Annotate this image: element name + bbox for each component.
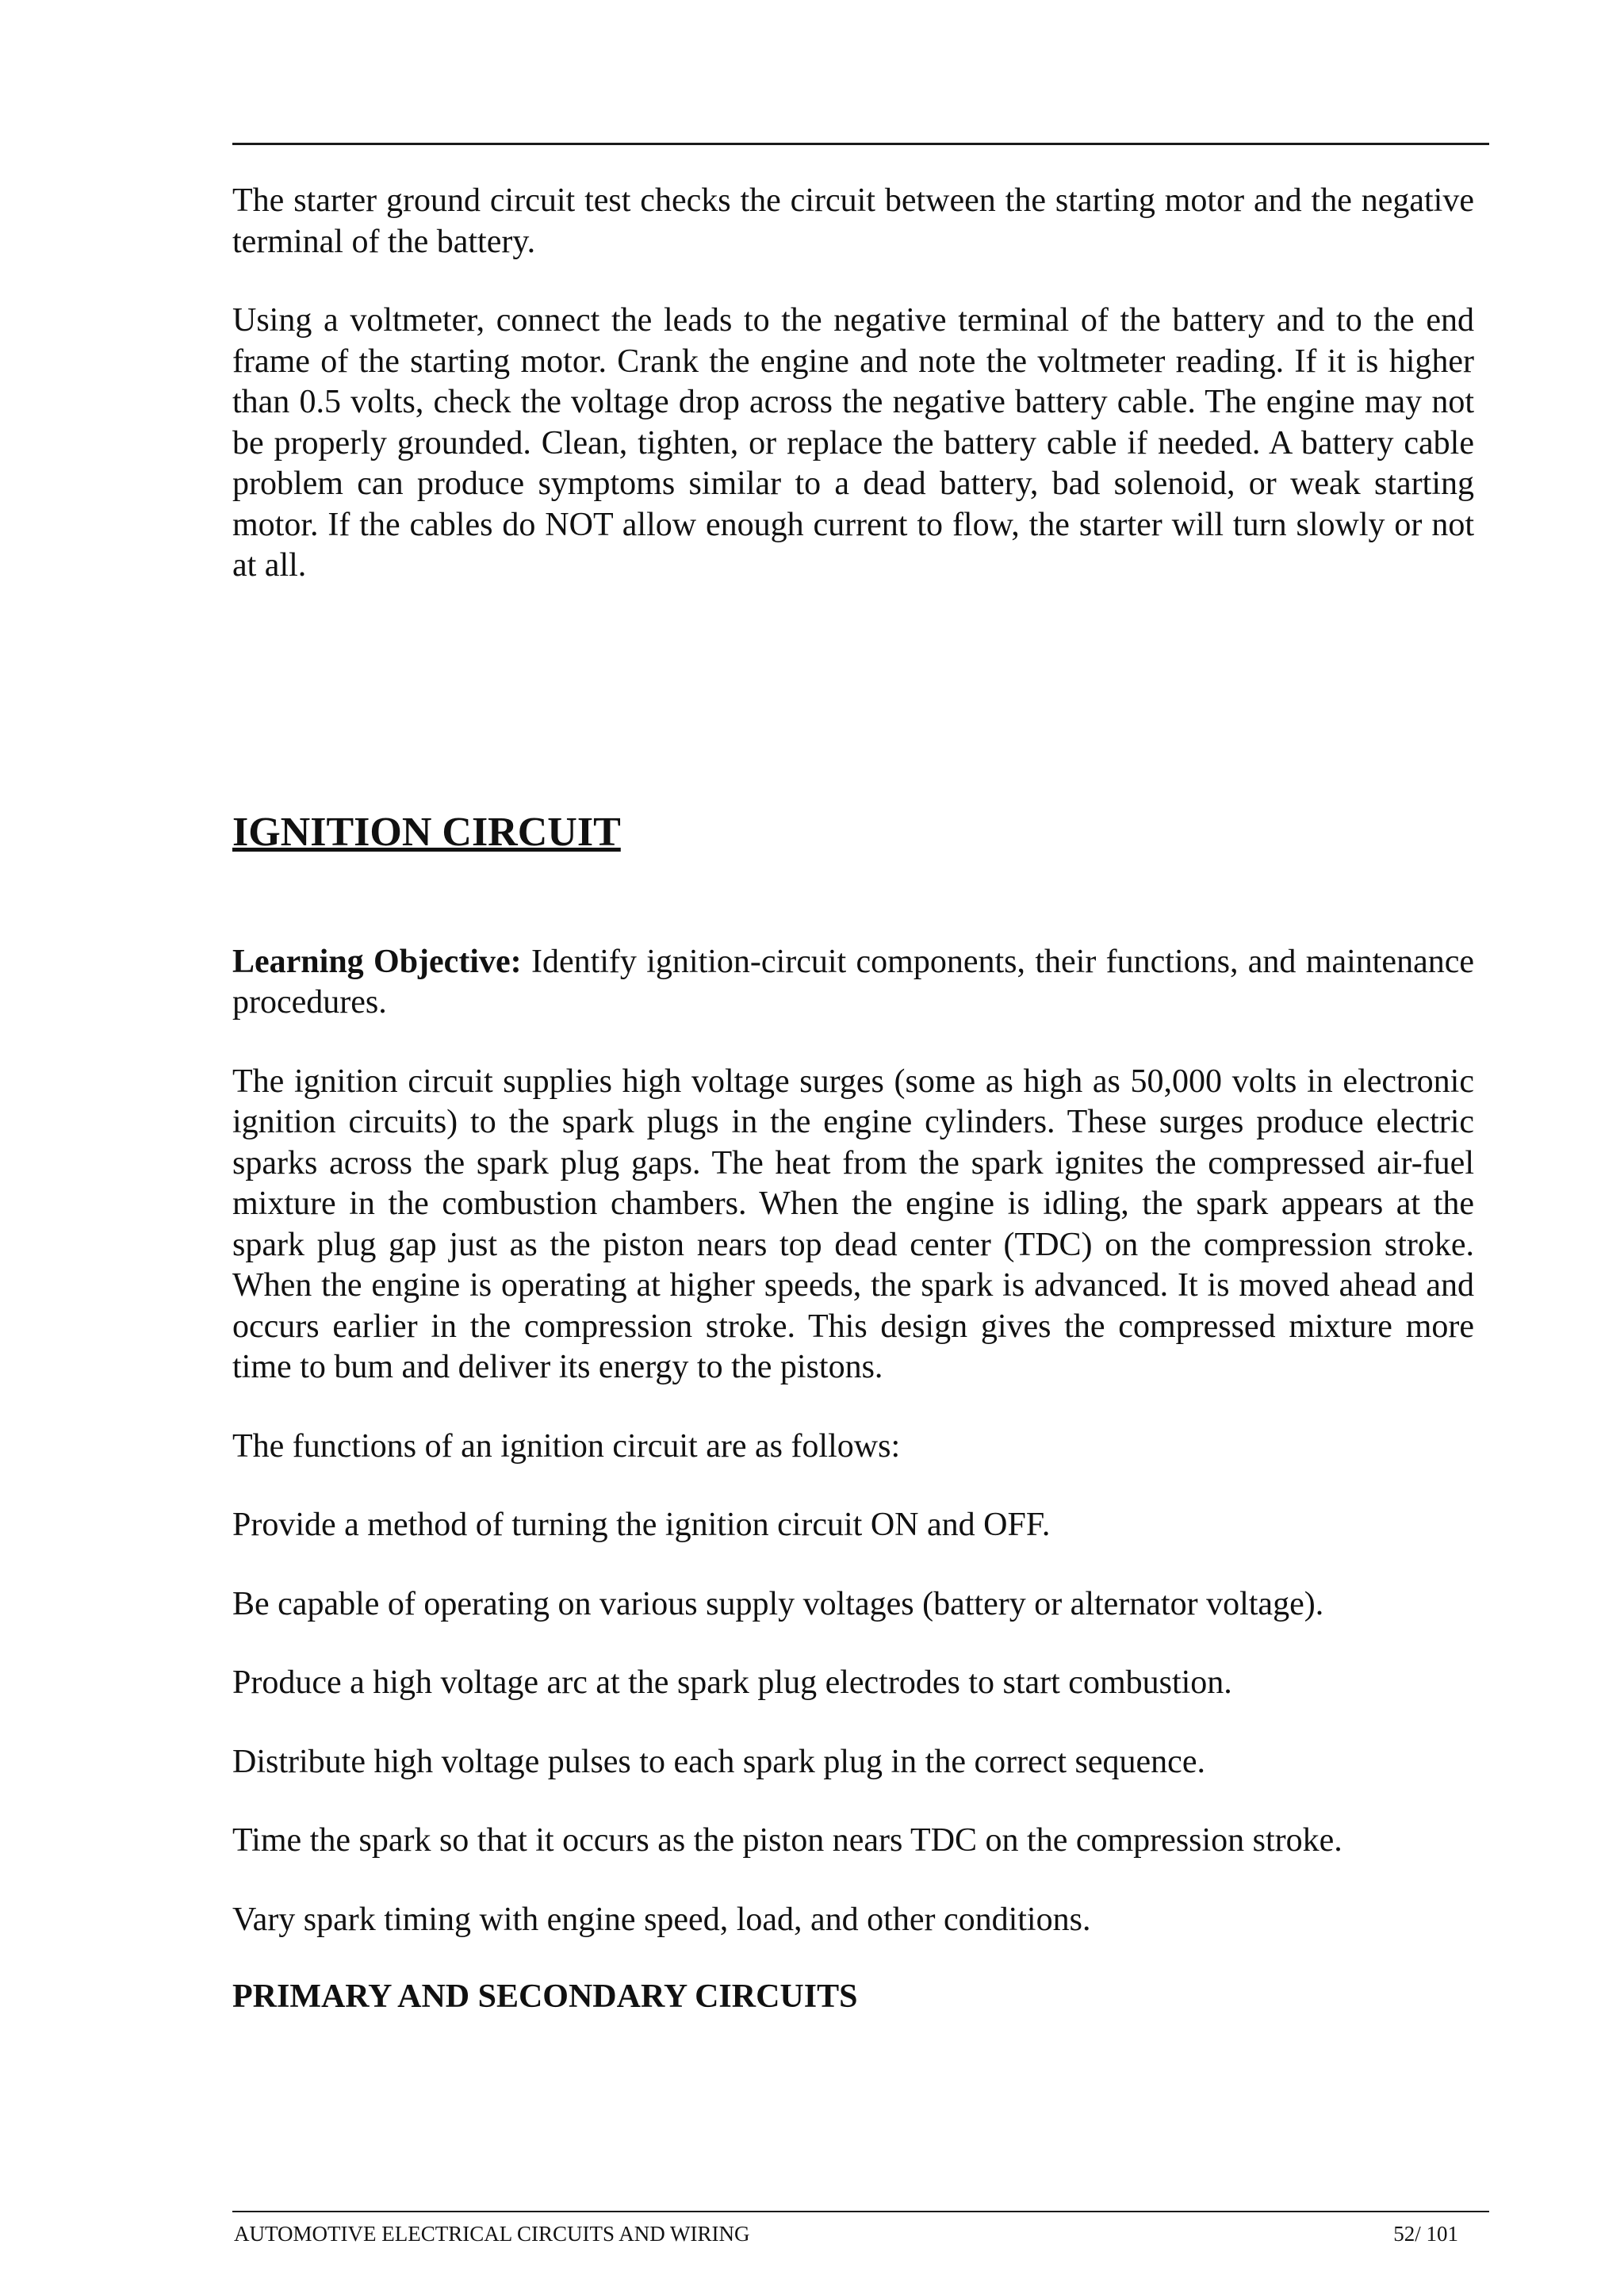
function-item: Time the spark so that it occurs as the piston nears TDC on the compression stroke. bbox=[232, 1822, 1342, 1859]
function-item: Provide a method of turning the ignition circuit ON and OFF. bbox=[232, 1507, 1051, 1543]
subsection-heading: PRIMARY AND SECONDARY CIRCUITS bbox=[232, 1978, 858, 2015]
page-content bbox=[232, 181, 1474, 2018]
footer-page-number: 52/ 101 bbox=[1393, 2222, 1458, 2246]
voltmeter-paragraph: Using a voltmeter, connect the leads to the negative terminal of the battery and to the end frame of the starting motor. Crank the engine and note the voltmeter reading. If it is higher than 0.5 volts, check the voltage drop across the negative battery cable. The engine may not be properly grounded. Clean, tighten, or replace the battery cable if needed. A battery cable problem can produce symptoms similar to a dead battery, bad solenoid, or weak starting motor. If the cables do NOT allow enough current to flow, the starter will turn slowly or not at all. bbox=[232, 302, 1474, 584]
learning-objective-label: Learning Objective: bbox=[232, 943, 522, 980]
section-title: IGNITION CIRCUIT bbox=[232, 809, 621, 855]
function-item: Vary spark timing with engine speed, load, and other conditions. bbox=[232, 1901, 1091, 1938]
starter-ground-paragraph: The starter ground circuit test checks the circuit between the starting motor and the negative terminal of the battery. bbox=[232, 182, 1474, 260]
function-item: Distribute high voltage pulses to each spark plug in the correct sequence. bbox=[232, 1743, 1205, 1780]
learning-objective-text: Identify ignition-circuit components, their functions, and maintenance procedures. bbox=[232, 943, 1474, 1021]
header-rule bbox=[232, 143, 1489, 145]
function-item: Be capable of operating on various supply voltages (battery or alternator voltage). bbox=[232, 1585, 1324, 1622]
functions-intro: The functions of an ignition circuit are as follows: bbox=[232, 1427, 901, 1465]
ignition-intro-paragraph: The ignition circuit supplies high voltage surges (some as high as 50,000 volts in electronic ignition circuits) to the spark plugs in the engine cylinders. These surges produce electric sparks across the spark plug gaps. The heat from the spark ignites the compressed air-fuel mixture in the combustion chambers. When the engine is idling, the spark appears at the spark plug gap just as the piston nears top dead center (TDC) on the compression stroke. When the engine is operating at higher speeds, the spark is advanced. It is moved ahead and occurs earlier in the compression stroke. This design gives the compressed mixture more time to bum and deliver its energy to the pistons. bbox=[232, 1063, 1474, 1385]
function-item: Produce a high voltage arc at the spark plug electrodes to start combustion. bbox=[232, 1664, 1232, 1701]
footer-rule bbox=[232, 2211, 1489, 2212]
learning-objective bbox=[232, 942, 1474, 1024]
footer-document-title: AUTOMOTIVE ELECTRICAL CIRCUITS AND WIRING bbox=[234, 2222, 750, 2246]
